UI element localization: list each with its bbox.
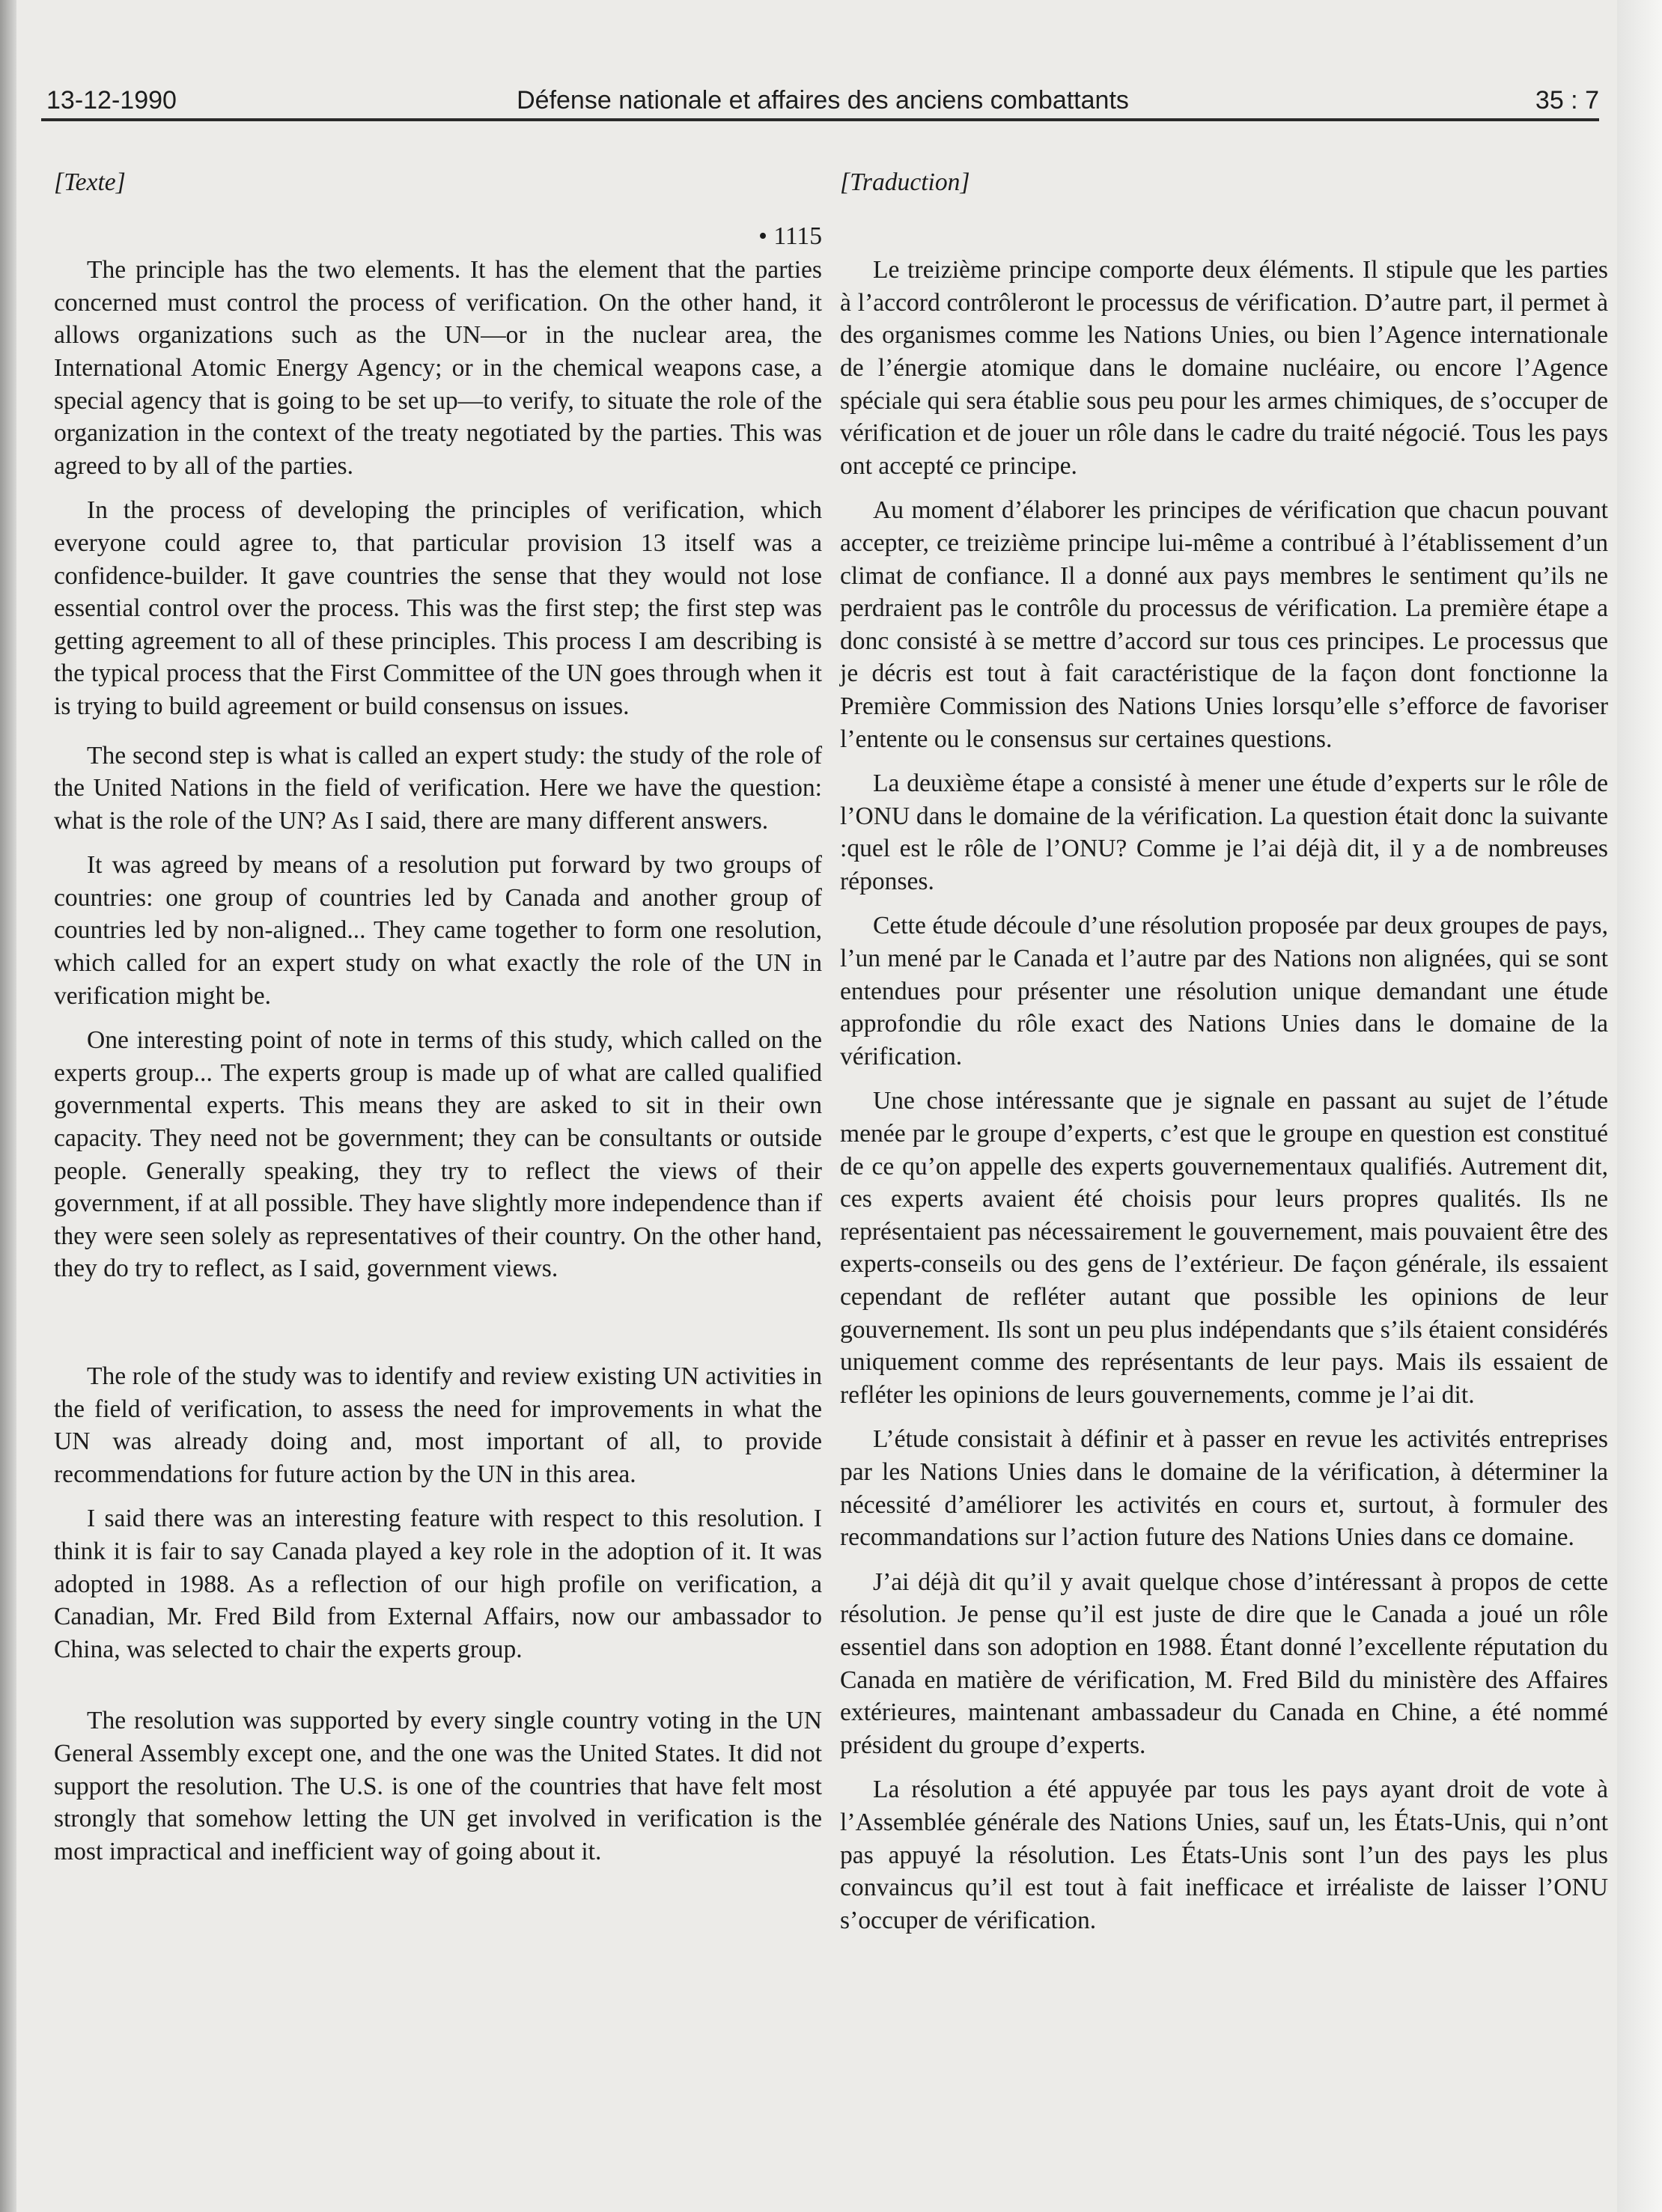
english-paragraph: I said there was an interesting feature with respect to this resolution. I think it is fair to say Canada played a key role in the adoption of it. It was adopted in 1988. As a reflection of our high profile on verification, a Canadian, Mr. Fred Bild from External Affairs, now our ambassador to China, was selected to chair the experts group. bbox=[54, 1505, 822, 1663]
header-rule bbox=[41, 118, 1599, 121]
french-paragraph: Une chose intéressante que je signale en passant au sujet de l’étude menée par le groupe d’experts, c’est que le groupe en question est constitué de ce qu’on appelle des experts gouvernementaux qualifiés. Autrement dit, ces experts avaient été choisis pour leurs propres qualités. Ils ne représentaient pas nécessairement le gouvernement, mais pouvaient être des experts-conseils ou des gens de l’extérieur. De façon générale, ils essaient cependant de refléter autant que possible les opinions de leur gouvernement. Ils sont un peu plus indépendants que s’ils étaient considérés uniquement comme des représentants de leur pays. Mais ils essaient de refléter les opinions de leurs gouvernements, comme je l’ai dit. bbox=[840, 1087, 1608, 1409]
french-paragraph: Le treizième principe comporte deux éléments. Il stipule que les parties à l’accord contrôleront le processus de vérification. D’autre part, il permet à des organismes comme les Nations Unies, ou bien l’Agence internationale de l’énergie atomique dans le domaine nucléaire, ou encore l’Agence spéciale qui sera établie sous peu pour les armes chimiques, de s’occuper de vérification et de jouer un rôle dans le cadre du traité négocié. Tous les pays ont accepté ce principe. bbox=[840, 256, 1608, 480]
english-paragraph: The resolution was supported by every single country voting in the UN General Assembly except one, and the one was the United States. It did not support the resolution. The U.S. is one of the countries that have felt most strongly that somehow letting the UN get involved in verification is the most impractical and inefficient way of going about it. bbox=[54, 1707, 822, 1865]
french-paragraph: J’ai déjà dit qu’il y avait quelque chose d’intéressant à propos de cette résolution. Je pense qu’il est juste de dire que le Canada a joué un rôle essentiel dans son adoption en 1988. Étant donné l’excellente réputation du Canada en matière de vérification, M. Fred Bild du ministère des Affaires extérieures, maintenant ambassadeur du Canada en Chine, a été nommé président du groupe d’experts. bbox=[840, 1567, 1608, 1759]
french-column bbox=[840, 166, 1608, 1949]
header-date: 13-12-1990 bbox=[46, 86, 177, 115]
header-title: Défense nationale et affaires des anciens combattants bbox=[517, 86, 1129, 115]
french-paragraph: L’étude consistait à définir et à passer en revue les activités entreprises par les Nations Unies dans le domaine de la vérification, à déterminer la nécessité d’améliorer les activités en cours et, surtout, à formuler des recommandations sur l’action future des Nations Unies dans ce domaine. bbox=[840, 1425, 1608, 1552]
french-paragraph: Cette étude découle d’une résolution proposée par deux groupes de pays, l’un mené par le Canada et l’autre par des Nations non alignées, qui se sont entendues pour présenter une résolution unique demandant une étude approfondie du rôle exact des Nations Unies dans le domaine de la vérification. bbox=[840, 912, 1608, 1070]
english-paragraph: The principle has the two elements. It has the element that the parties concerned must control the process of verification. On the other hand, it allows organizations such as the UN—or in the nuclear area, the International Atomic Energy Agency; or in the chemical weapons case, a special agency that is going to be set up—to verify, to situate the role of the organization in the context of the treaty negotiated by the parties. This was agreed to by all of the parties. bbox=[54, 256, 822, 480]
english-paragraph: In the process of developing the principles of verification, which everyone could agree to, that particular provision 13 itself was a confidence-builder. It gave countries the sense that they would not lose essential control over the process. This was the first step; the first step was getting agreement to all of these principles. This process I am describing is the typical process that the First Committee of the UN goes through when it is trying to build agreement or build consensus on issues. bbox=[54, 496, 822, 720]
time-marker-spacer bbox=[840, 220, 1608, 253]
english-paragraph: One interesting point of note in terms of this study, which called on the experts group... The experts group is made up of what are called qualified governmental experts. This means they are asked to sit in their own capacity. They need not be government; they can be consultants or outside people. Generally speaking, they try to reflect the views of their government, if at all possible. They have slightly more independence than if they were seen solely as representatives of their country. On the other hand, they do try to reflect, as I said, government views. bbox=[54, 1026, 822, 1283]
french-paragraph: Au moment d’élaborer les principes de vérification que chacun pouvant accepter, ce treizième principe lui-même a contribué à l’établissement d’un climat de confiance. Il a donné aux pays membres le sentiment qu’ils ne perdraient pas le contrôle du processus de vérification. La première étape a donc consisté à se mettre d’accord sur tous ces principes. Le processus que je décris est tout à fait caractéristique de la façon dont fonctionne la Première Commission des Nations Unies lorsqu’elle s’efforce de favoriser l’entente ou le consensus sur certaines questions. bbox=[840, 496, 1608, 753]
time-marker: • 1115 bbox=[758, 222, 822, 250]
running-header bbox=[46, 75, 1599, 118]
english-paragraph: The second step is what is called an expert study: the study of the role of the United Nations in the field of verification. Here we have the question: what is the role of the UN? As I said, there are many different answers. bbox=[54, 741, 822, 835]
english-column bbox=[54, 166, 822, 1880]
english-paragraph: It was agreed by means of a resolution put forward by two groups of countries: one group of countries led by Canada and another group of countries led by non-aligned... They came together to form one resolution, which called for an expert study on what exactly the role of the UN in verification might be. bbox=[54, 851, 822, 1010]
scan-edge-right bbox=[1617, 0, 1662, 2212]
text-tag: [Texte] bbox=[54, 168, 126, 196]
scan-edge-left bbox=[0, 0, 16, 2212]
french-paragraph: La deuxième étape a consisté à mener une étude d’experts sur le rôle de l’ONU dans le domaine de la vérification. La question était donc la suivante :quel est le rôle de l’ONU? Comme je l’ai déjà dit, il y a de nombreuses réponses. bbox=[840, 770, 1608, 895]
french-paragraph: La résolution a été appuyée par tous les pays ayant droit de vote à l’Assemblée générale des Nations Unies, sauf un, les États-Unis, qui n’ont pas appuyé la résolution. Les États-Unis sont l’un des pays les plus convaincus qu’il est tout à fait inefficace et irréaliste de laisser l’ONU s’occuper de vérification. bbox=[840, 1776, 1608, 1934]
english-paragraph: The role of the study was to identify and review existing UN activities in the field of verification, to assess the need for improvements in what the UN was already doing and, most important of all, to provide recommendations for future action by the UN in this area. bbox=[54, 1362, 822, 1488]
translation-tag: [Traduction] bbox=[840, 168, 970, 196]
header-page-number: 35 : 7 bbox=[1535, 86, 1599, 115]
